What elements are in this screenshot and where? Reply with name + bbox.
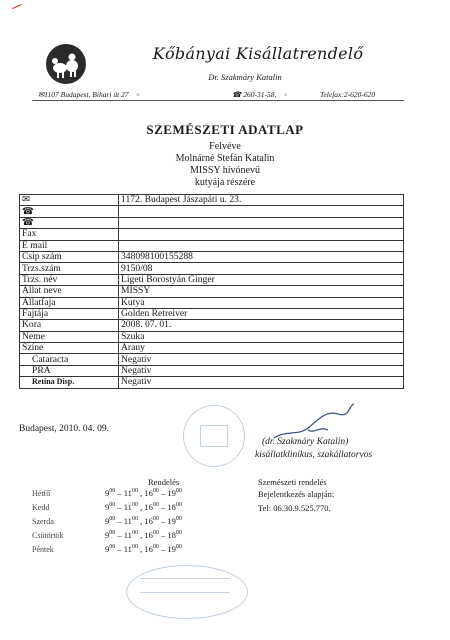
table-cell: 2008. 07. 01.	[119, 320, 404, 331]
phone-icon: ☎	[20, 217, 119, 228]
data-table	[19, 194, 404, 389]
table-cell: Negatív	[119, 365, 404, 376]
schedule-hours: $9^{00} - 11^{00}$ , $16^{00} - 19^{00}$	[105, 544, 182, 554]
table-row	[20, 206, 404, 217]
envelope-icon: ✉	[38, 90, 45, 99]
table-label: Neme	[20, 331, 119, 342]
table-label: Állatfaja	[20, 297, 119, 308]
table-label: PRA	[20, 365, 119, 376]
table-row	[20, 251, 404, 262]
table-row	[20, 331, 404, 342]
table-label: Cataracta	[20, 354, 119, 365]
envelope-icon: ✉	[20, 195, 119, 206]
table-cell: Kutya	[119, 297, 404, 308]
schedule-hours: $9^{00} - 11^{00}$ , $16^{00} - 19^{00}$	[105, 488, 182, 498]
table-row	[20, 320, 404, 331]
table-cell: 348098100155288	[119, 251, 404, 262]
table-row	[20, 229, 404, 240]
schedule-day: Csütörtök	[32, 531, 64, 540]
phone-icon: ☎	[232, 90, 242, 99]
table-row	[20, 286, 404, 297]
address-line: ✉1107 Budapest, Bihari út 27 ▫	[38, 90, 140, 99]
table-row	[20, 195, 404, 206]
table-cell: 9150/08	[119, 263, 404, 274]
subtitle-line: Felvéve	[209, 141, 241, 152]
table-row	[20, 217, 404, 228]
table-cell	[119, 217, 404, 228]
schedule-header: Rendelés	[148, 477, 180, 487]
table-row	[20, 274, 404, 285]
table-label: Csip szám	[20, 251, 119, 262]
table-label: Trzs.szám	[20, 263, 119, 274]
fax-line: Telefax:2-620-620	[320, 90, 376, 99]
table-cell: 1172. Budapest Jászapáti u. 23.	[119, 195, 404, 206]
doctor-name: Dr. Szakmáry Katalin	[208, 72, 282, 82]
table-label: Fax	[20, 229, 119, 240]
stamp-line	[140, 578, 230, 579]
schedule-day: Péntek	[32, 545, 54, 554]
table-cell	[119, 206, 404, 217]
table-row	[20, 354, 404, 365]
table-label: Retina Disp.	[20, 377, 119, 388]
table-label: Fajtája	[20, 308, 119, 319]
signature-title: kisállatklinikus, szakállatorvos	[255, 450, 373, 460]
table-label: Állat neve	[20, 286, 119, 297]
schedule-day: Hétfő	[32, 489, 51, 498]
table-cell: Golden Retreiver	[119, 308, 404, 319]
stamp-line	[140, 592, 230, 593]
table-cell: MISSY	[119, 286, 404, 297]
document-date: Budapest, 2010. 04. 09.	[19, 424, 109, 434]
corner-mark	[12, 4, 21, 9]
schedule-hours: $9^{00} - 11^{00}$ , $16^{00} - 18^{00}$	[105, 530, 182, 540]
schedule-hours: $9^{00} - 11^{00}$ , $16^{00} - 19^{00}$	[105, 516, 182, 526]
table-cell	[119, 240, 404, 251]
phone-line: ☎ 260-31-58, ▫	[232, 90, 287, 99]
table-row	[20, 365, 404, 376]
schedule-day: Szerda	[32, 517, 54, 526]
table-row	[20, 377, 404, 388]
table-row	[20, 240, 404, 251]
table-label: Színe	[20, 343, 119, 354]
schedule-hours: $9^{00} - 11^{00}$ , $16^{00} - 18^{00}$	[105, 502, 182, 512]
table-row	[20, 308, 404, 319]
table-cell: Ligeti Borostyán Ginger	[119, 274, 404, 285]
eye-schedule-note: Bejelentkezés alapján:	[258, 489, 335, 499]
eye-schedule-header: Szemészeti rendelés	[258, 477, 327, 487]
clinic-logo	[46, 44, 86, 84]
header-divider	[32, 100, 404, 101]
table-cell: Arany	[119, 343, 404, 354]
stamp-center	[200, 425, 228, 447]
subtitle-line: kutyája részére	[194, 177, 256, 188]
eye-schedule-phone: Tel: 06.30.9.525.770.	[258, 503, 331, 513]
table-label: E mail	[20, 240, 119, 251]
table-cell: Negatív	[119, 354, 404, 365]
phone-icon: ☎	[20, 206, 119, 217]
table-cell	[119, 229, 404, 240]
table-row	[20, 263, 404, 274]
table-cell: Negatív	[119, 377, 404, 388]
clinic-name: Kőbányai Kisállatrendelő	[152, 44, 364, 63]
bullet-icon: ▫	[284, 90, 287, 99]
table-row	[20, 343, 404, 354]
signature-name: (dr. Szakmáry Katalin)	[262, 437, 349, 447]
pet-call-name: MISSY hívónevű	[190, 165, 260, 176]
table-row	[20, 297, 404, 308]
document-title: SZEMÉSZETI ADATLAP	[146, 122, 304, 137]
owner-name: Molnárné Stefán Katalin	[175, 153, 275, 164]
table-label: Kora	[20, 320, 119, 331]
bullet-icon: ▫	[136, 90, 140, 99]
table-label: Trzs. név	[20, 274, 119, 285]
table-cell: Szuka	[119, 331, 404, 342]
schedule-day: Kedd	[32, 503, 50, 512]
